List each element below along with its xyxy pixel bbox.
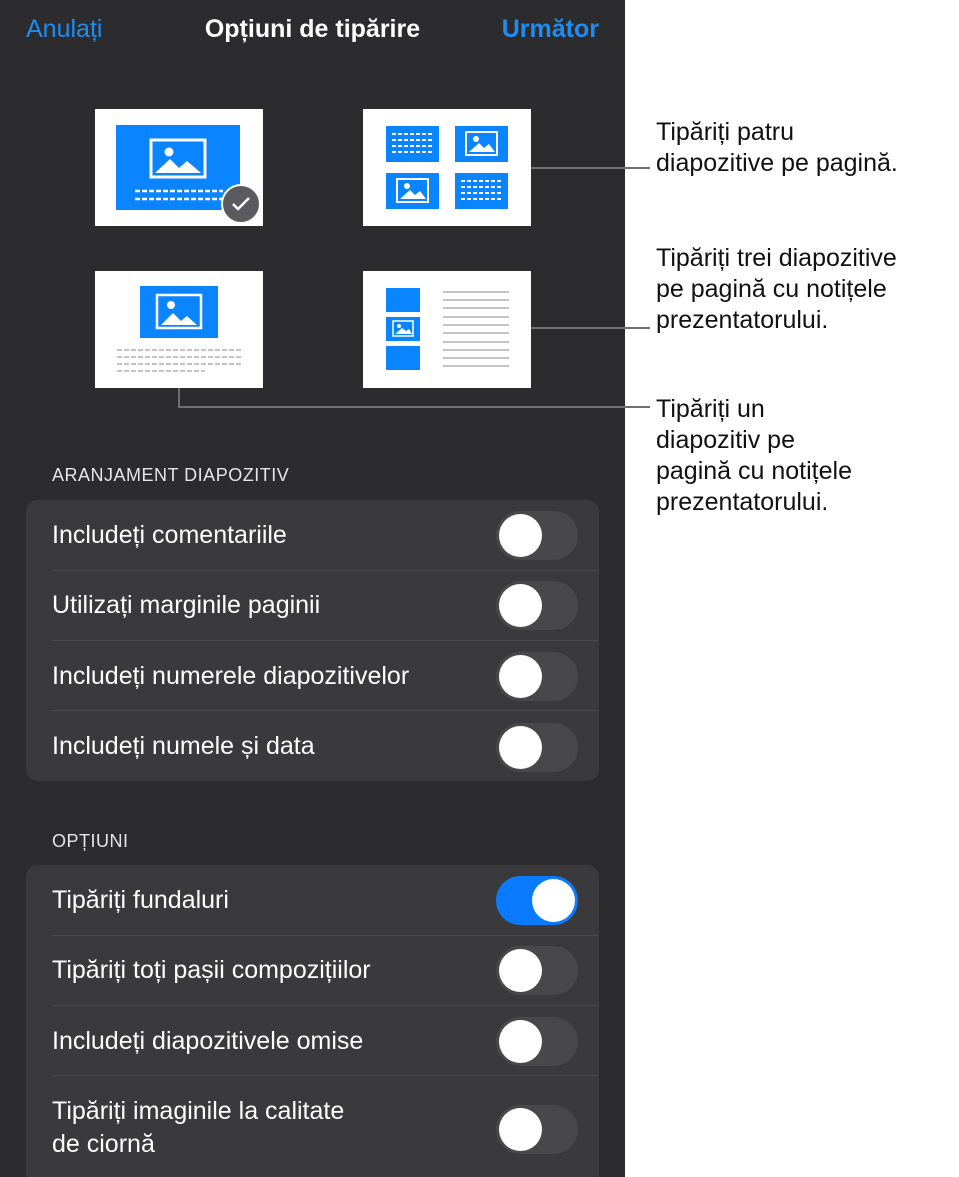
options-settings-group [26, 865, 599, 1177]
toggle-knob [499, 584, 542, 627]
draft-quality-toggle[interactable] [496, 1105, 578, 1154]
row-build-stages [26, 935, 599, 1005]
build-stages-label: Tipăriți toți pașii compozițiilor [52, 956, 371, 984]
selected-check-icon [221, 184, 261, 224]
include-comments-toggle[interactable] [496, 511, 578, 560]
slide-numbers-label: Includeți numerele diapozitivelor [52, 662, 410, 690]
skipped-slides-label: Includeți diapozitivele omise [52, 1027, 364, 1055]
slide-numbers-toggle[interactable] [496, 652, 578, 701]
cancel-button[interactable]: Anulați [26, 15, 103, 43]
callout-line-one-slide-horizontal [178, 406, 650, 408]
skipped-slides-toggle[interactable] [496, 1017, 578, 1066]
page-margins-toggle[interactable] [496, 581, 578, 630]
row-slide-numbers [26, 640, 599, 710]
callout-line-text: prezentatorului. [656, 488, 829, 516]
callout-line-text: prezentatorului. [656, 306, 829, 334]
row-draft-quality [26, 1075, 599, 1177]
layout-three-slides-notes-option[interactable] [363, 271, 531, 388]
toggle-knob [499, 514, 542, 557]
four-slides-layout-icon [363, 109, 531, 226]
callout-three-slides [656, 243, 897, 336]
callout-line-one-slide-vertical [178, 388, 180, 408]
toggle-knob [532, 879, 575, 922]
page-title: Opțiuni de tipărire [204, 15, 421, 43]
callout-line-text: pagină cu notițele [656, 457, 852, 485]
callout-line-three-slides [531, 327, 650, 329]
row-name-date [26, 710, 599, 781]
include-comments-label: Includeți comentariile [52, 521, 287, 549]
row-skipped-slides [26, 1005, 599, 1075]
print-backgrounds-toggle[interactable] [496, 876, 578, 925]
callout-line-text: Tipăriți patru [656, 118, 795, 146]
callout-four-slides [656, 117, 898, 179]
page-margins-label: Utilizați marginile paginii [52, 591, 321, 619]
section-header-options: OPȚIUNI [52, 831, 129, 851]
one-slide-notes-layout-icon [95, 271, 263, 388]
layout-four-slides-option[interactable] [363, 109, 531, 226]
toggle-knob [499, 949, 542, 992]
callout-line-text: diapozitive pe pagină. [656, 149, 898, 177]
callout-line-text: pe pagină cu notițele [656, 275, 887, 303]
layout-one-slide-notes-option[interactable] [95, 271, 263, 388]
build-stages-toggle[interactable] [496, 946, 578, 995]
layout-settings-group [26, 500, 599, 781]
toggle-knob [499, 726, 542, 769]
callout-line-four-slides [531, 167, 650, 169]
draft-quality-label-line: de ciornă [52, 1130, 155, 1158]
draft-quality-label-line: Tipăriți imaginile la calitate [52, 1097, 345, 1125]
draft-quality-label [52, 1095, 344, 1161]
row-print-backgrounds [26, 865, 599, 935]
callout-line-text: Tipăriți un [656, 395, 765, 423]
toggle-knob [499, 1020, 542, 1063]
section-header-layout: ARANJAMENT DIAPOZITIV [52, 465, 290, 485]
callout-one-slide [656, 394, 852, 518]
next-button[interactable]: Următor [501, 15, 599, 43]
row-include-comments [26, 500, 599, 570]
callout-line-text: Tipăriți trei diapozitive [656, 244, 897, 272]
toggle-knob [499, 655, 542, 698]
name-date-toggle[interactable] [496, 723, 578, 772]
navigation-bar [0, 0, 625, 64]
row-page-margins [26, 570, 599, 640]
name-date-label: Includeți numele și data [52, 732, 315, 760]
callout-line-text: diapozitiv pe [656, 426, 795, 454]
toggle-knob [499, 1108, 542, 1151]
layout-one-slide-option[interactable] [95, 109, 263, 226]
print-backgrounds-label: Tipăriți fundaluri [52, 886, 229, 914]
three-slides-notes-layout-icon [363, 271, 531, 388]
